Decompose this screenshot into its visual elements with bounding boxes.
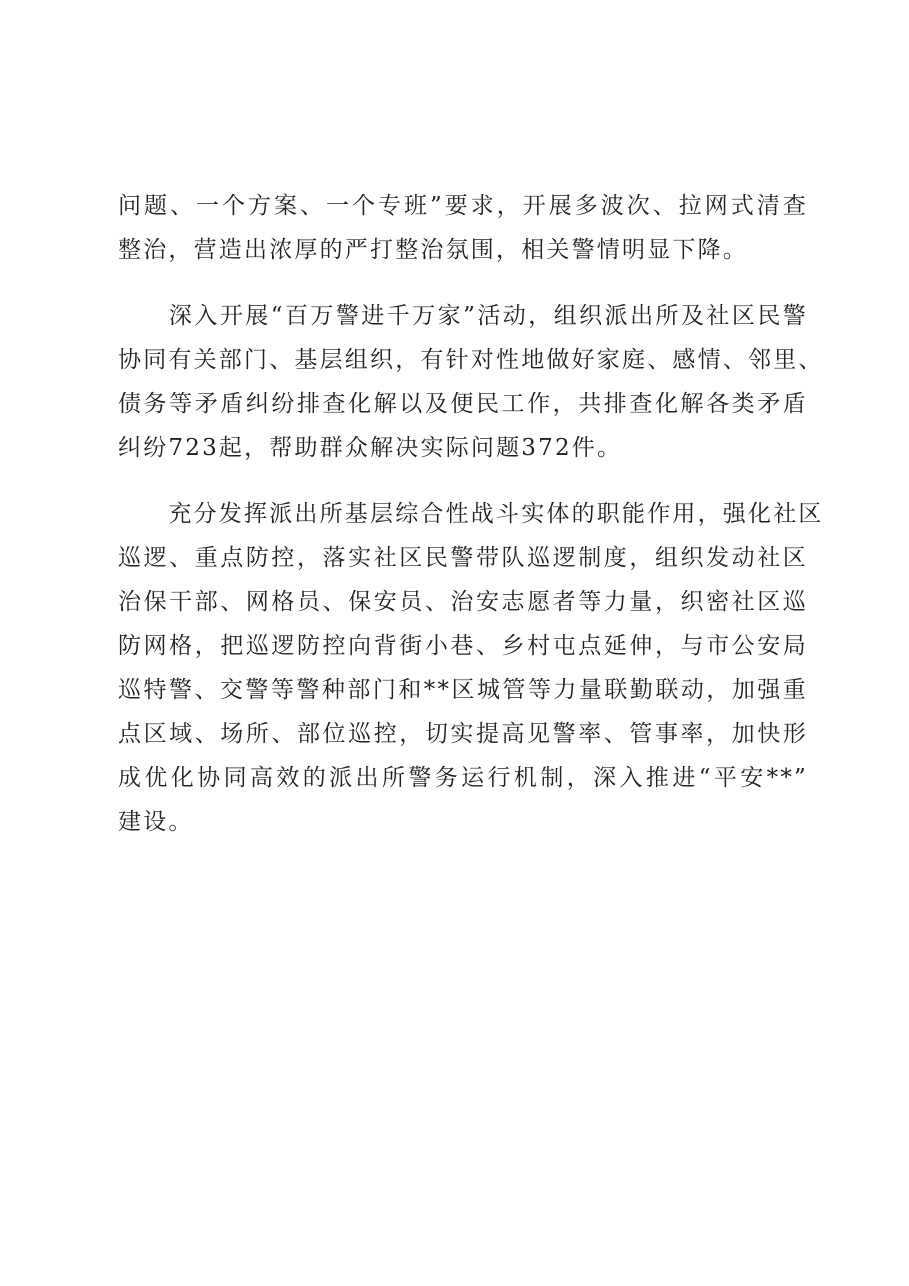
text-line: 点区域、场所、部位巡控，切实提高见警率、管事率，加快形 [118, 721, 808, 747]
text-line: 协同有关部门、基层组织，有针对性地做好家庭、感情、邻里、 [118, 347, 824, 373]
text-line: 充分发挥派出所基层综合性战斗实体的职能作用，强化社区 [118, 501, 824, 527]
text-line: 深入开展“百万警进千万家”活动，组织派出所及社区民警 [118, 303, 808, 329]
text-line: 防网格，把巡逻防控向背街小巷、乡村屯点延伸，与市公安局 [118, 633, 808, 659]
text-line: 巡逻、重点防控，落实社区民警带队巡逻制度，组织发动社区 [118, 545, 808, 571]
text-line: 成优化协同高效的派出所警务运行机制，深入推进“平安**” [118, 765, 808, 791]
text-line: 建设。 [118, 809, 194, 835]
text-line: 债务等矛盾纠纷排查化解以及便民工作，共排查化解各类矛盾 [118, 391, 808, 417]
text-line: 整治，营造出浓厚的严打整治氛围，相关警情明显下降。 [118, 237, 748, 263]
text-line: 问题、一个方案、一个专班”要求，开展多波次、拉网式清查 [118, 193, 808, 219]
paragraph-1 [118, 184, 808, 272]
document-body [118, 184, 824, 866]
paragraph-3 [118, 492, 824, 844]
paragraph-2 [118, 294, 824, 470]
text-line: 巡特警、交警等警种部门和**区城管等力量联勤联动，加强重 [118, 677, 808, 703]
text-line: 纠纷723起，帮助群众解决实际问题372件。 [118, 435, 623, 461]
text-line: 治保干部、网格员、保安员、治安志愿者等力量，织密社区巡 [118, 589, 808, 615]
